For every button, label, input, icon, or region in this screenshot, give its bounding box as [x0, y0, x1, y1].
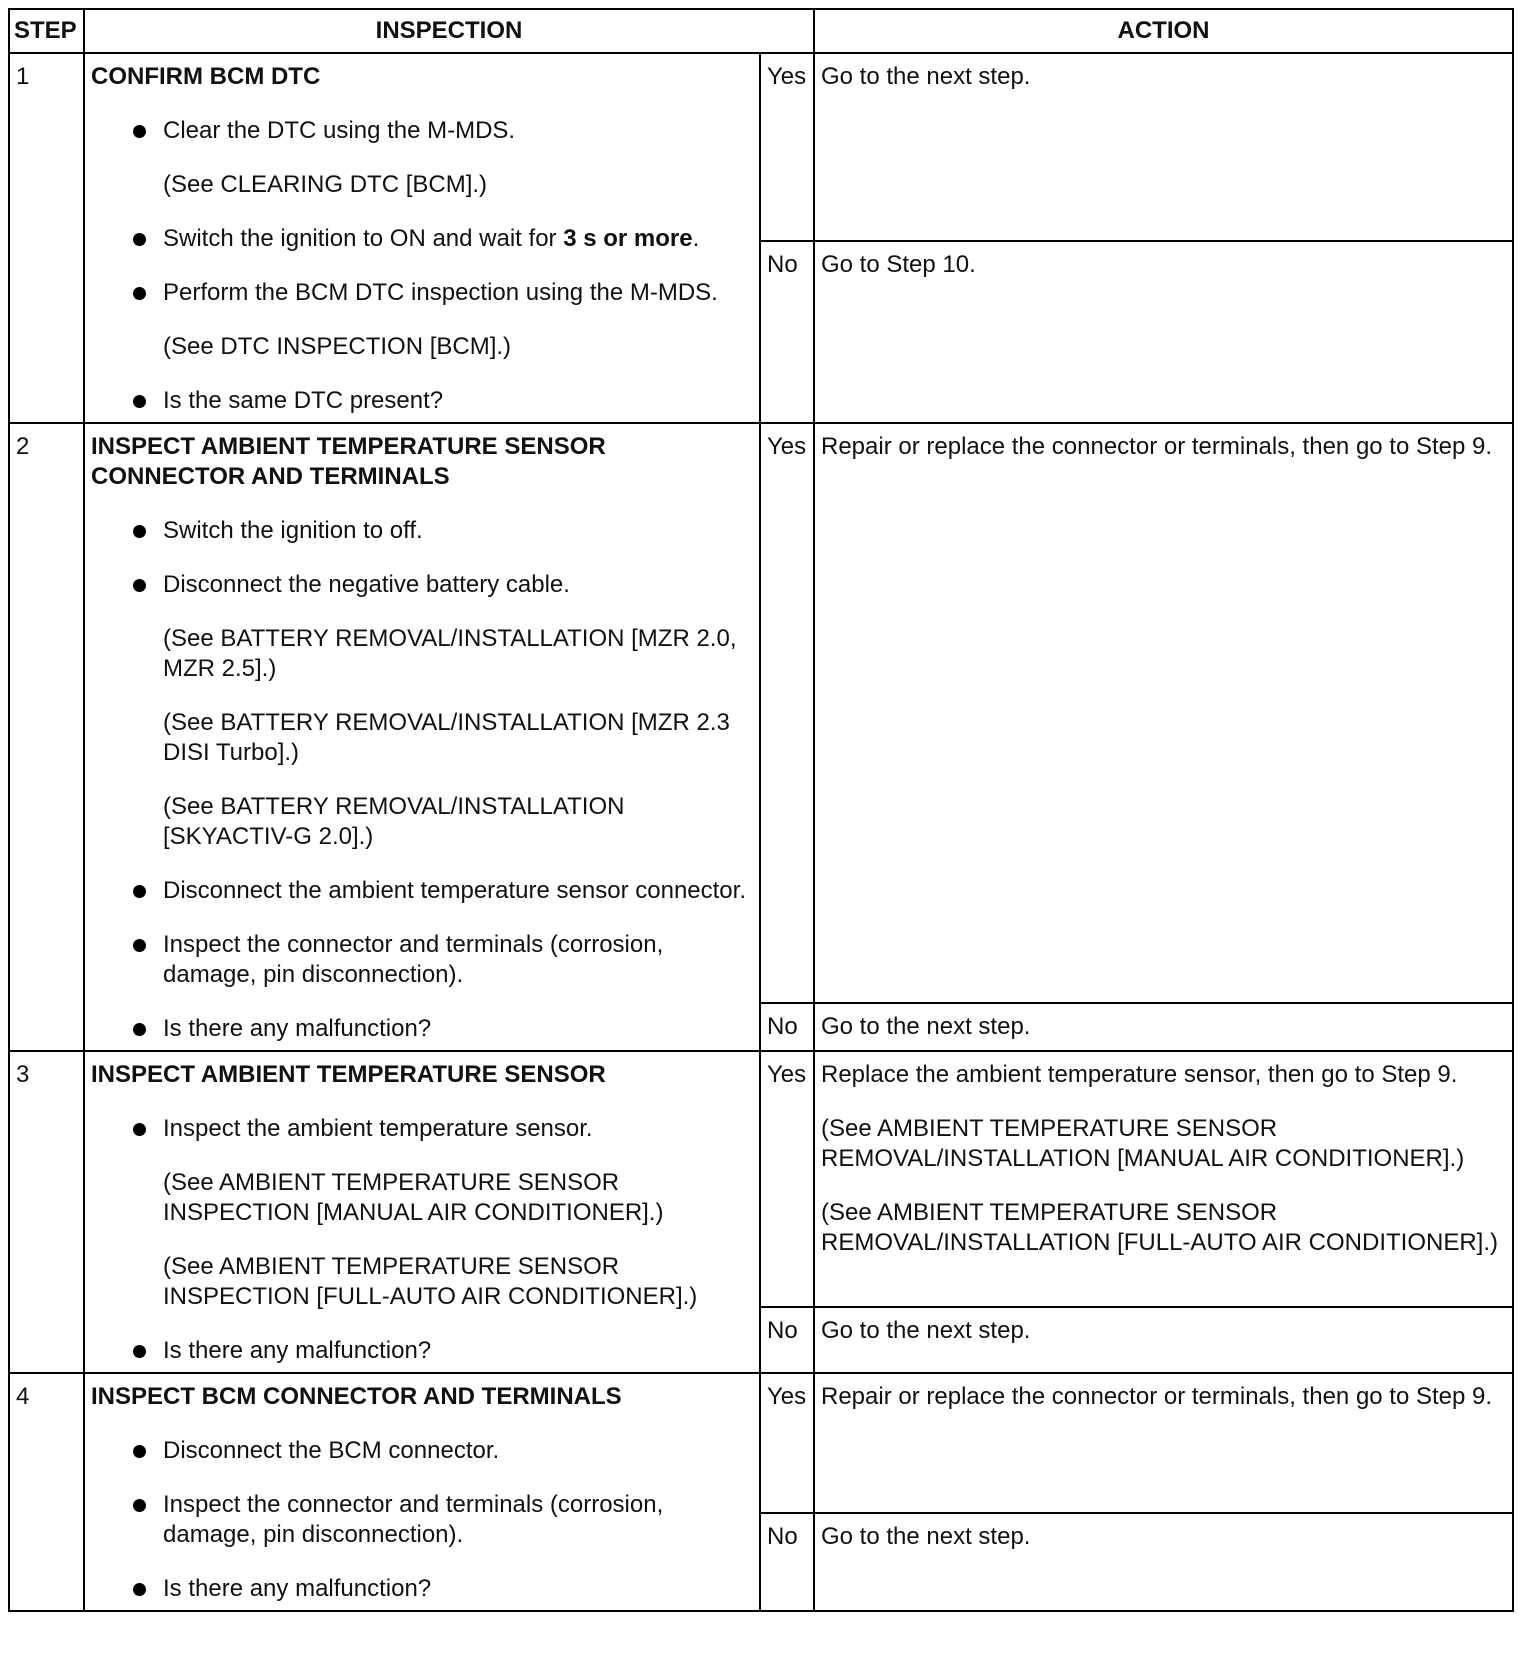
- no-action: [814, 1513, 1513, 1611]
- table-row: [9, 423, 1513, 1003]
- inspection-reference: (See AMBIENT TEMPERATURE SENSOR INSPECTION [MANUAL AIR CONDITIONER].): [163, 1169, 664, 1226]
- inspection-item: Disconnect the BCM connector.: [163, 1436, 753, 1466]
- inspection-item: Clear the DTC using the M-MDS.: [163, 116, 753, 146]
- inspection-reference: (See BATTERY REMOVAL/INSTALLATION [SKYACTIV-G 2.0].): [163, 793, 625, 850]
- inspection-item: Inspect the connector and terminals (corrosion, damage, pin disconnection).: [163, 1490, 753, 1550]
- no-label: No: [760, 241, 814, 423]
- yes-action: [814, 1373, 1513, 1513]
- inspection-item: Disconnect the ambient temperature sensor connector.: [163, 876, 753, 906]
- inspection-reference: (See AMBIENT TEMPERATURE SENSOR INSPECTION [FULL-AUTO AIR CONDITIONER].): [163, 1253, 698, 1310]
- action-text: Go to the next step.: [821, 1013, 1031, 1040]
- inspection-reference: (See CLEARING DTC [BCM].): [163, 171, 488, 198]
- inspection-item: [163, 224, 753, 254]
- inspection-item: Switch the ignition to off.: [163, 516, 753, 546]
- action-text: Go to Step 10.: [821, 251, 976, 278]
- table-body: [9, 53, 1513, 1611]
- yes-label: Yes: [760, 1051, 814, 1307]
- action-text: Go to the next step.: [821, 63, 1031, 90]
- no-label: No: [760, 1513, 814, 1611]
- action-reference: (See AMBIENT TEMPERATURE SENSOR REMOVAL/INSTALLATION [FULL-AUTO AIR CONDITIONER].): [821, 1199, 1498, 1256]
- no-label: No: [760, 1003, 814, 1051]
- inspection-item-text: Switch the ignition to ON and wait for: [163, 225, 564, 252]
- table-row: [9, 1051, 1513, 1307]
- inspection-reference: (See DTC INSPECTION [BCM].): [163, 333, 512, 360]
- header-action: ACTION: [814, 9, 1513, 53]
- no-action: [814, 241, 1513, 423]
- action-reference: (See AMBIENT TEMPERATURE SENSOR REMOVAL/INSTALLATION [MANUAL AIR CONDITIONER].): [821, 1115, 1465, 1172]
- inspection-question: Is there any malfunction?: [163, 1014, 753, 1044]
- inspection-item: Inspect the connector and terminals (corrosion, damage, pin disconnection).: [163, 930, 753, 990]
- inspection-cell: [84, 423, 760, 1051]
- action-text: Repair or replace the connector or terminals, then go to Step 9.: [821, 1383, 1493, 1410]
- header-inspection: INSPECTION: [84, 9, 814, 53]
- inspection-reference: (See BATTERY REMOVAL/INSTALLATION [MZR 2.3 DISI Turbo].): [163, 709, 730, 766]
- yes-label: Yes: [760, 53, 814, 241]
- inspection-item: Perform the BCM DTC inspection using the M-MDS.: [163, 278, 753, 308]
- inspection-question: Is there any malfunction?: [163, 1336, 753, 1366]
- yes-label: Yes: [760, 423, 814, 1003]
- inspection-question: Is the same DTC present?: [163, 386, 753, 416]
- inspection-item-suffix: .: [692, 225, 700, 252]
- yes-action: [814, 423, 1513, 1003]
- inspection-title: INSPECT AMBIENT TEMPERATURE SENSOR CONNECTOR AND TERMINALS: [91, 433, 606, 490]
- diagnostic-procedure-table: [8, 8, 1514, 1612]
- step-number: 1: [9, 53, 84, 423]
- action-text: Repair or replace the connector or terminals, then go to Step 9.: [821, 433, 1493, 460]
- yes-action: [814, 1051, 1513, 1307]
- no-action: [814, 1307, 1513, 1373]
- inspection-cell: [84, 1051, 760, 1373]
- no-label: No: [760, 1307, 814, 1373]
- procedure-sheet: [8, 8, 1512, 1672]
- inspection-title: INSPECT BCM CONNECTOR AND TERMINALS: [91, 1383, 622, 1410]
- inspection-cell: [84, 1373, 760, 1611]
- step-number: 2: [9, 423, 84, 1051]
- yes-action: [814, 53, 1513, 241]
- inspection-reference: (See BATTERY REMOVAL/INSTALLATION [MZR 2.0, MZR 2.5].): [163, 625, 737, 682]
- inspection-question: Is there any malfunction?: [163, 1574, 753, 1604]
- yes-label: Yes: [760, 1373, 814, 1513]
- step-number: 4: [9, 1373, 84, 1611]
- step-number: 3: [9, 1051, 84, 1373]
- inspection-item: Inspect the ambient temperature sensor.: [163, 1114, 753, 1144]
- action-text: Go to the next step.: [821, 1317, 1031, 1344]
- action-text: Go to the next step.: [821, 1523, 1031, 1550]
- inspection-cell: [84, 53, 760, 423]
- inspection-item-emphasis: 3 s or more: [563, 225, 693, 252]
- inspection-item: Disconnect the negative battery cable.: [163, 570, 753, 600]
- inspection-title: INSPECT AMBIENT TEMPERATURE SENSOR: [91, 1061, 606, 1088]
- action-text: Replace the ambient temperature sensor, then go to Step 9.: [821, 1061, 1458, 1088]
- table-header-row: [9, 9, 1513, 53]
- inspection-title: CONFIRM BCM DTC: [91, 63, 321, 90]
- header-step: STEP: [9, 9, 84, 53]
- table-row: [9, 53, 1513, 241]
- table-row: [9, 1373, 1513, 1513]
- no-action: [814, 1003, 1513, 1051]
